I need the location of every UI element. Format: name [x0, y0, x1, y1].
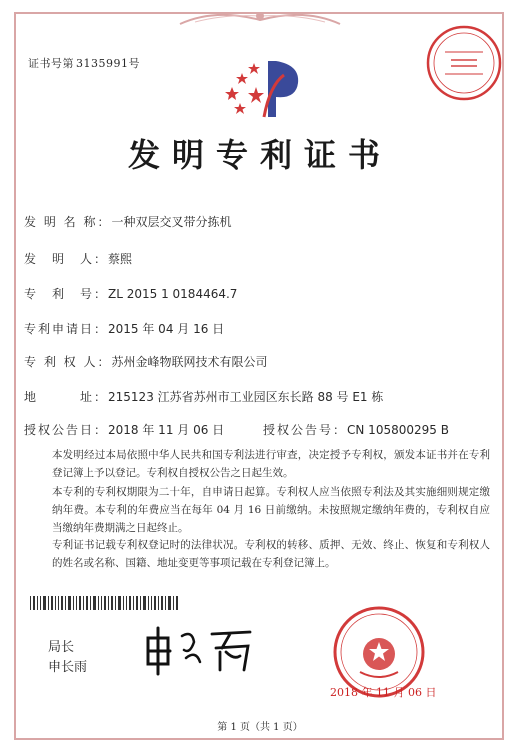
field-grant-number	[263, 421, 449, 438]
field-value: CN 105800295 B	[347, 423, 449, 437]
field-label: 专 利 号：	[24, 287, 109, 301]
certificate-number	[28, 55, 140, 71]
paragraph-text: 本发明经过本局依照中华人民共和国专利法进行审查，决定授予专利权，颁发本证书并在专利登记簿上予以登记。专利权自授权公告之日起生效。	[52, 449, 490, 479]
field-label: 授权公告号：	[263, 423, 348, 437]
field-patent-number	[24, 285, 237, 302]
barcode	[30, 596, 180, 610]
agency-seal	[425, 24, 503, 102]
field-address	[24, 388, 383, 405]
director-signature	[140, 620, 260, 680]
page-indicator: 第 1 页（共 1 页）	[217, 722, 303, 733]
director-title: 局长	[48, 640, 75, 655]
top-ornament	[175, 6, 345, 28]
field-grant-date	[24, 421, 224, 438]
cert-no-label: 证书号第	[28, 57, 74, 70]
paragraph-text: 专利证书记载专利权登记时的法律状况。专利权的转移、质押、无效、终止、恢复和专利权人的姓名或名称、国籍、地址变更等事项记载在专利登记簿上。	[52, 539, 490, 569]
field-value: ZL 2015 1 0184464.7	[108, 287, 238, 301]
field-filing-date	[24, 320, 224, 337]
field-value: 苏州金峰物联网技术有限公司	[111, 355, 268, 369]
field-label: 发 明 人：	[24, 252, 109, 266]
field-value: 215123 江苏省苏州市工业园区东长路 88 号 E1 栋	[108, 390, 384, 404]
paragraph-grant	[30, 446, 490, 482]
paragraph-term	[30, 483, 490, 537]
field-value: 2015 年 04 月 16 日	[108, 322, 225, 336]
field-label: 发 明 名 称：	[24, 215, 112, 229]
field-patentee	[24, 353, 267, 370]
certificate-title: 发明专利证书	[127, 136, 392, 174]
cert-no-value: 3135991	[76, 57, 129, 70]
field-value: 2018 年 11 月 06 日	[108, 423, 225, 437]
patent-office-emblem	[218, 55, 308, 125]
field-inventor	[24, 250, 132, 267]
field-label: 专 利 权 人：	[24, 355, 112, 369]
cert-no-suffix: 号	[128, 57, 140, 70]
field-value: 一种双层交叉带分拣机	[111, 215, 232, 229]
paragraph-text: 本专利的专利权期限为二十年，自申请日起算。专利权人应当依照专利法及其实施细则规定缴纳年费。本专利的年费应当在每年 04 月 16 日前缴纳。未按照规定缴纳年费的，专利权自应当缴纳年费期满之日起终止。	[52, 486, 490, 534]
field-label: 授权公告日：	[24, 423, 109, 437]
field-invention-name	[24, 213, 231, 230]
field-value: 蔡熙	[108, 252, 133, 266]
seal-date: 2018 年 11 月 06 日	[330, 686, 437, 699]
director-name: 申长雨	[48, 660, 88, 675]
field-label: 地 址：	[24, 390, 109, 404]
field-label: 专利申请日：	[24, 322, 109, 336]
paragraph-register	[30, 536, 490, 572]
